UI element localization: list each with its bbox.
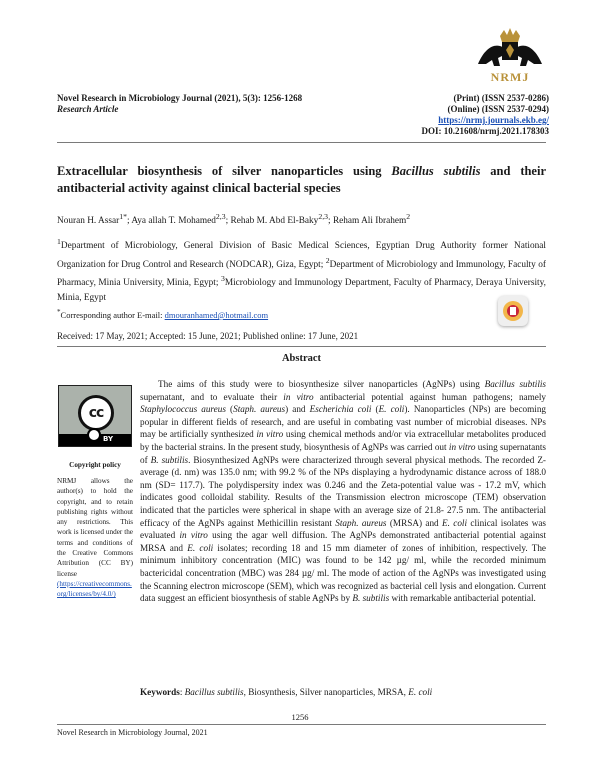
abstract-heading: Abstract [281,353,322,364]
corresponding-email-link[interactable]: dmouranhamed@hotmail.com [164,309,269,320]
footer-journal: Novel Research in Microbiology Journal, 2021 [57,728,208,737]
publication-dates: Received: 17 May, 2021; Accepted: 15 June, 2021; Published online: 17 June, 2021 [57,331,359,341]
copyright-policy-title: Copyright policy [69,461,121,469]
footer-divider [57,724,546,725]
article-type: Research Article [57,104,119,114]
keywords-label: Keywords [140,687,180,697]
cc-by-license-icon[interactable] [58,385,132,447]
journal-header-left [57,93,302,115]
check-for-updates-icon[interactable] [498,296,528,326]
cc-by-text: BY [103,435,114,443]
affiliations: $^1$Department of Microbiology, General Division of Basic Medical Sciences, Egyptian Drug Authority former National Organization for Drug Control and Research (NODCAR), Giza, Egypt; $^2$Department of Microbiology and Immunology, Faculty of Pharmacy, Minia University, Minia, Egypt; $^3$Microbiology and Immunology Department, Faculty of Pharmacy, Deraya University, Minia, Egypt [57,237,546,303]
journal-citation: Novel Research in Microbiology Journal (2021), 5(3): 1256-1268 [57,93,303,103]
author-name: Reham Ali Ibrahem [332,216,407,227]
author-name: Nouran H. Assar [57,216,120,227]
print-issn: (Print) (ISSN 2537-0286) [453,93,549,103]
author-name: Rehab M. Abd El-Baky [230,216,319,227]
author-name: Aya allah T. Mohamed [131,216,216,227]
online-issn: (Online) (ISSN 2537-0294) [447,104,549,114]
abstract-text: The aims of this study were to biosynthesize silver nanoparticles (AgNPs) using Bacillus subtilis supernatant, and to evaluate their in vitro antibacterial potential against human pathogens; namely Staphylococcus aureus (Staph. aureus) and Escherichia coli (E. coli). Nanoparticles (NPs) are becoming popular in different fields of research, and are useful in combating vast number of microbial diseases. NPs may be artificially synthesized in vitro using chemical methods and/or via extracellular metabolites produced by the bacterial strains. In the present study, biosynthesis of AgNPs was carried out in vitro using supernatants of B. subtilis. Biosynthesized AgNPs were characterized through several physical methods. The recorded Z-average (d. nm) was 135.0 nm; with 99.2 % of the NPs displaying a hydrodynamic distance across of 188.0 nm (SD= 117.7). The polydispersity index was 0.246 and the Zeta-potential value was - 17.2 mV, which indicates good colloidal stability. Results of the Transmission electron microscope (TEM) observation indicated that the particles were spherical in shape with an average size of 21.8- 27.5 nm. The antibacterial efficacy of the AgNPs against Methicillin resistant Staph. aureus (MRSA) and E. coli clinical isolates was evaluated in vitro using the agar well diffusion. The AgNPs demonstrated antibacterial potential against MRSA and E. coli isolates; recording 18 and 15 mm diameter of zones of inhibition, respectively. The minimum inhibitory concentration (MIC) was found to be 142 µg/ ml, while the recorded minimum bactericidal concentration (MBC) was 284 µg/ ml. The mode of action of the AgNPs was investigated using the Scanning electron microscope (SEM), which was recognized as bacterial cell lysis and elongation. Current data suggest an efficient biosynthesis of stable AgNPs by B. subtilis with remarkable antibacterial potential. [140,379,547,604]
license-link[interactable]: (https://creativecommons.org/licenses/by/4.0/) [57,579,132,599]
dates-divider [57,346,546,347]
cc-logo-text: cc [78,395,114,431]
article-title: Extracellular biosynthesis of silver nanoparticles using Bacillus subtilis and their antibacterial activity against clinical bacterial species [57,164,546,195]
journal-logo-text: NRMJ [490,70,530,84]
author-list: Nouran H. Assar$^{1*}$; Aya allah T. Mohamed$^{2,3}$; Rehab M. Abd El-Baky$^{2,3}$; Reham Ali Ibrahem$^2$ [57,212,411,227]
keywords: Keywords: Bacillus subtilis, Biosynthesis, Silver nanoparticles, MRSA, E. coli [140,687,433,697]
corresponding-author: *Corresponding author E-mail: dmouranhamed@hotmail.com [57,308,269,320]
journal-header-right [422,93,550,137]
doi: DOI: 10.21608/nrmj.2021.178303 [421,126,549,136]
journal-url-link[interactable]: https://nrmj.journals.ekb.eg/ [438,115,549,125]
copyright-policy-text: NRMJ allows the author(s) to hold the copyright, and to retain publishing rights without any restrictions. This work is licensed under the terms and conditions of the Creative Commons Attribution (CC BY) license (https://creativecommons.org/licenses/by/4.0/) [57,477,133,599]
journal-logo [470,20,550,90]
attribution-person-icon [87,428,101,442]
page-number: 1256 [291,712,309,722]
header-divider [57,142,546,143]
